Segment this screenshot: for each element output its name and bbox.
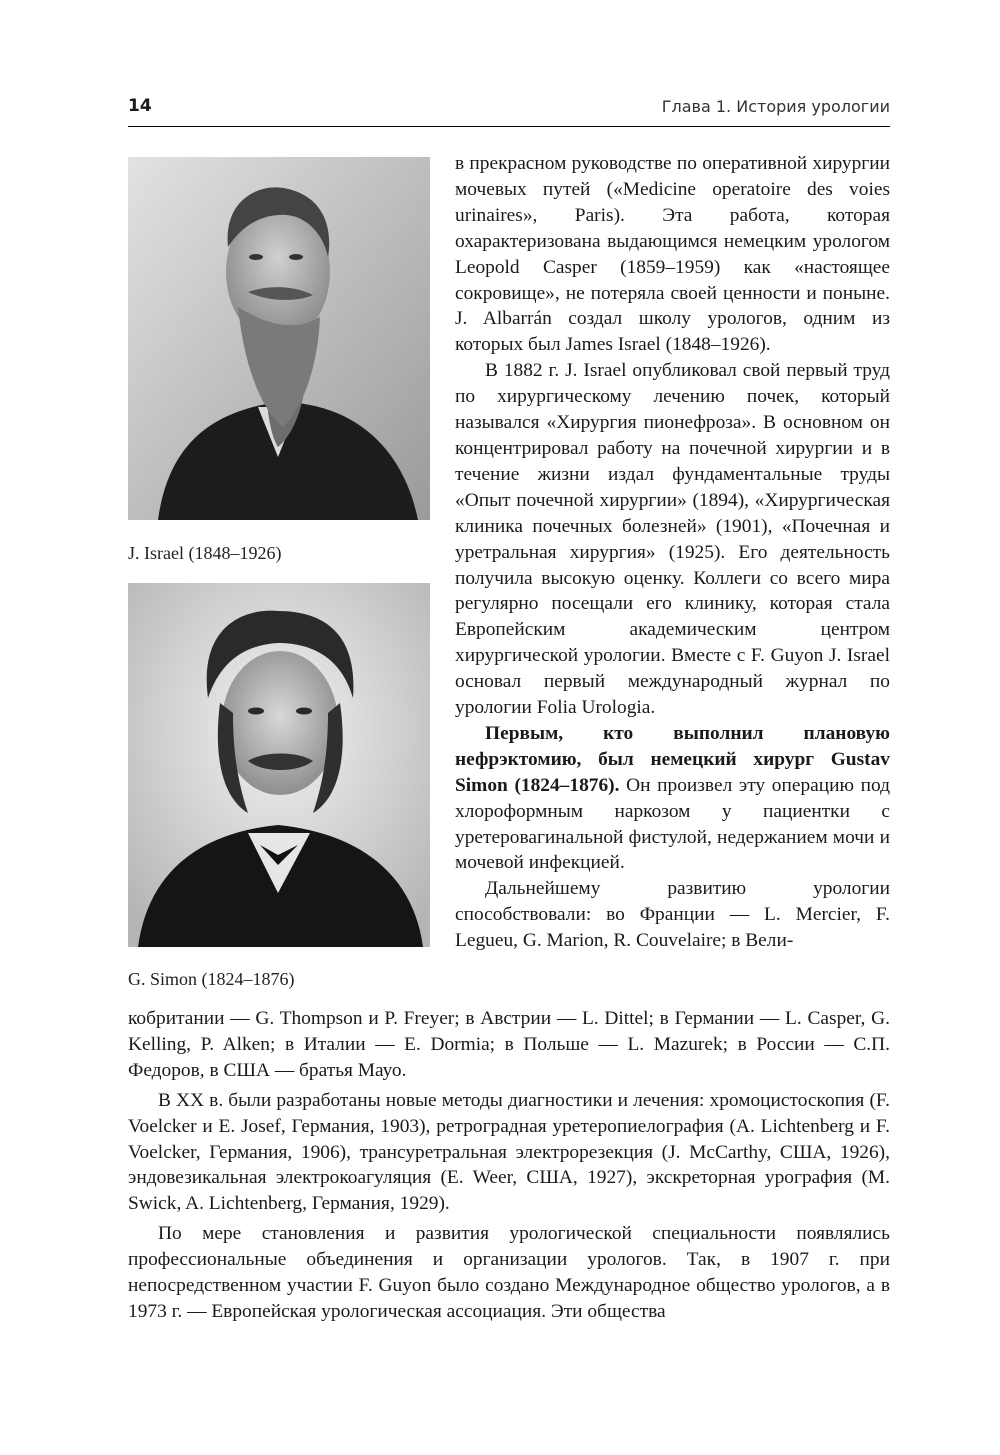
- chapter-title: Глава 1. История урологии: [661, 97, 890, 116]
- paragraph-rest: Он произвел эту операцию под хлороформным наркозом у пациентки с уретеровагинальной фистулой, недержанием мочи и мочевой инфекцией.: [455, 774, 890, 874]
- paragraph: кобритании — G. Thompson и P. Freyer; в Австрии — L. Dittel; в Германии — L. Casper, G. Kelling, P. Alken; в Италии — E. Dormia; в Польше — L. Mazurek; в России — С.П. Федоров, в США — братья Мауо.: [128, 1008, 890, 1081]
- paragraph: [455, 721, 890, 876]
- paragraph: в прекрасном руководстве по оперативной хирургии мочевых путей («Medicine operatoire des voies urinaires», Paris). Эта работа, которая охарактеризована выдающимся немецким урологом Leopold Casper (1859–1959) как «настоящее сокровище», не потеряла своей ценности и поныне. J. Albarrán создал школу урологов, одним из которых был James Israel (1848–1926).: [455, 153, 890, 356]
- column-text: [455, 151, 890, 954]
- portrait-israel: [128, 157, 430, 520]
- paragraph: В XX в. были разработаны новые методы диагностики и лечения: хромоцистоскопия (F. Voelcker и E. Josef, Германия, 1903), ретроградная уретеропиелография (A. Lichtenberg и F. Voelcker, Германия, 1906), трансуретральная электрорезекция (J. McCarthy, США, 1926), эндовезикальная электрокоагуляция (E. Weer, США, 1927), экскреторная урография (M. Swick, A. Lichtenberg, Германия, 1929).: [128, 1089, 890, 1215]
- portrait-simon: [128, 583, 430, 947]
- page-number: 14: [128, 96, 152, 116]
- full-width-text: [128, 1006, 890, 1325]
- bold-statement: Первым, кто выполнил плановую нефрэктомию, был немецкий хирург Gustav Simon (1824–1876).: [455, 722, 890, 796]
- paragraph: По мере становления и развития урологической специальности появлялись профессиональные объединения и организации урологов. Так, в 1907 г. при непосредственном участии F. Guyon было создано Международное общество урологов, а в 1973 г. — Европейская урологическая ассоциация. Эти общества: [128, 1223, 890, 1322]
- paragraph: В 1882 г. J. Israel опубликовал свой первый труд по хирургическому лечению почек, который назывался «Хирургия пионефроза». В основном он концентрировал работу на почечной хирургии и в течение жизни издал фундаментальные труды «Опыт почечной хирургии» (1894), «Хирургическая клиника почечных болезней» (1901), «Почечная и уретральная хирургия» (1925). Его деятельность получила высокую оценку. Коллеги со всего мира регулярно посещали его клинику, которая стала Европейским академическим центром хирургической урологии. Вместе с F. Guyon J. Israel основал первый международный журнал по урологии Folia Urologia.: [455, 360, 890, 719]
- running-header: [128, 96, 890, 127]
- figure-caption: J. Israel (1848–1926): [128, 543, 282, 563]
- paragraph: Дальнейшему развитию урологии способствовали: во Франции — L. Mercier, F. Legueu, G. Marion, R. Couvelaire; в Вели-: [455, 878, 890, 952]
- figure-caption: G. Simon (1824–1876): [128, 969, 295, 989]
